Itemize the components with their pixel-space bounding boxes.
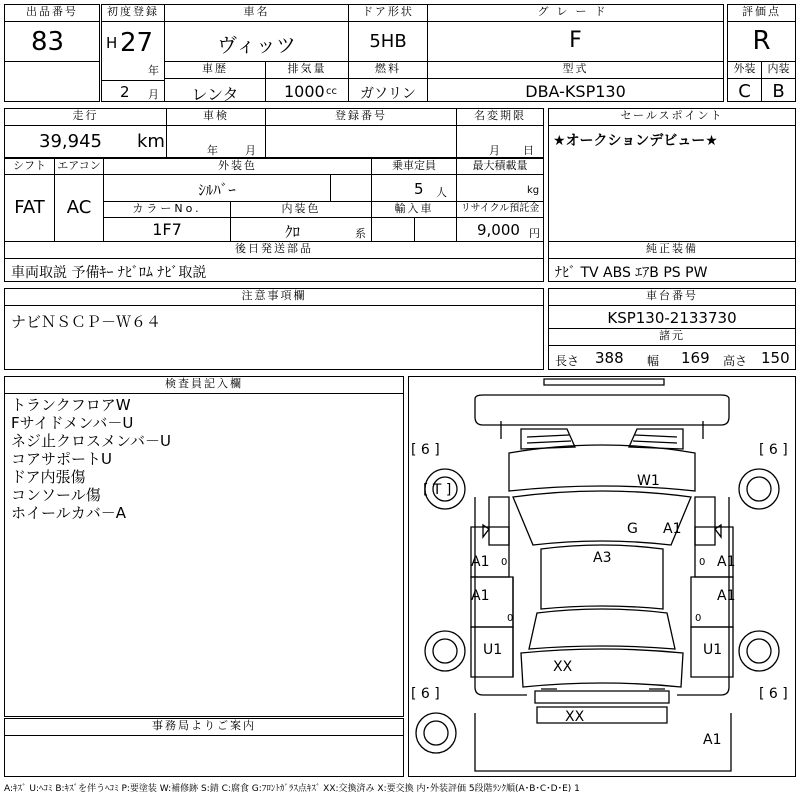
first-reg-year: 27 (120, 28, 154, 58)
mark-front-door-right: A1 (717, 554, 736, 570)
capacity-value: 5 (414, 180, 424, 198)
month-unit: 月 (148, 88, 159, 101)
inspection-cell (166, 125, 266, 158)
recycle-unit: 円 (529, 227, 540, 240)
history-cell (164, 78, 266, 102)
score-header: 評価点 (727, 4, 796, 22)
color-header: 外装色 (103, 158, 372, 175)
mark-windshield: G (627, 521, 638, 537)
zero-mark: 0 (699, 557, 706, 568)
inspector-cell (4, 393, 404, 717)
capacity-header: 乗車定員 (371, 158, 457, 175)
history-value: レンタ (191, 85, 239, 104)
inspection-month-unit: 月 (245, 144, 256, 157)
mark-rear-fender-left: U1 (483, 642, 503, 658)
car-name: ヴィッツ (217, 33, 296, 57)
exterior-header: 外装 (727, 61, 762, 79)
door-header: ドア形状 (348, 4, 428, 22)
office-header: 事務局よりご案内 (4, 718, 404, 736)
door-value: 5HB (369, 31, 407, 52)
mileage-value: 39,945 (39, 131, 102, 152)
specs-header: 諸元 (548, 328, 796, 346)
color-no-cell (103, 217, 231, 242)
displacement-unit: cc (326, 86, 337, 97)
lot-no-blank (4, 61, 100, 102)
import-cell-b (414, 217, 457, 242)
year-unit: 年 (148, 64, 159, 77)
load-header: 最大積載量 (456, 158, 544, 175)
displacement-cell (265, 78, 349, 102)
trunk (521, 649, 683, 687)
model-cell (427, 78, 724, 102)
interior-color-unit: 系 (355, 227, 366, 240)
chassis-header: 車台番号 (548, 288, 796, 306)
left-a-pillar (489, 497, 509, 545)
displacement-value: 1000 (284, 82, 325, 101)
car-diagram (408, 376, 796, 777)
exterior-cell (727, 78, 762, 102)
first-reg-year-cell (101, 21, 165, 81)
sales-point-text: ★オークションデビュー★ (553, 133, 718, 149)
tire-front-right (739, 469, 779, 509)
genuine-header: 純正装備 (548, 241, 796, 259)
color-extra-cell (330, 174, 372, 202)
recycle-value: 9,000 (477, 221, 520, 239)
recycle-header: リサイクル預託金 (456, 201, 544, 218)
zero-mark: 0 (695, 613, 702, 624)
mark-rear-door-right: A1 (717, 588, 736, 604)
later-parts-cell (4, 258, 544, 282)
recycle-cell (456, 217, 544, 242)
front-bumper-top (544, 379, 664, 385)
color-no-header: カラーNo. (103, 201, 231, 218)
height-value: 150 (761, 349, 790, 367)
mark-rear-door-left: A1 (471, 588, 490, 604)
inspector-lines (11, 396, 171, 522)
load-unit: kg (527, 185, 540, 196)
interior-color-header: 内装色 (230, 201, 372, 218)
grade-cell (427, 21, 724, 62)
name-change-month-unit: 月 (489, 144, 500, 157)
tire-rl-label: [ 6 ] (411, 686, 440, 702)
spare-label: [ T ] (423, 482, 452, 498)
score-cell (727, 21, 796, 62)
shift-cell (4, 174, 55, 242)
legend-text: A:ｷｽﾞ U:ﾍｺﾐ B:ｷｽﾞを伴うﾍｺﾐ P:要塗装 W:補修跡 S:錆 C:腐食 G:ﾌﾛﾝﾄｶﾞﾗｽ点ｷｽﾞ XX:交換済み X:要交換 内･外装評価 5段階ﾗﾝｸ順(A･B･C･D･E) 1 (4, 784, 580, 794)
regno-cell (265, 125, 457, 158)
notes-header: 注意事項欄 (4, 288, 544, 306)
model-header: 型式 (427, 61, 724, 79)
grade-header: グレード (427, 4, 724, 22)
capacity-unit: 人 (436, 186, 447, 199)
fuel-value: ガソリン (360, 86, 416, 102)
width-value: 169 (681, 349, 710, 367)
spare-tire (416, 713, 456, 753)
exterior-value: C (738, 81, 751, 102)
chassis-cell (548, 305, 796, 329)
sales-point-header: セールスポイント (548, 108, 796, 126)
import-cell-a (371, 217, 415, 242)
score-value: R (752, 26, 771, 56)
notes-text: ナビＮＳＣＰ－Ｗ６４ (11, 313, 162, 331)
later-parts-header: 後日発送部品 (4, 241, 544, 259)
car-diagram-svg (409, 377, 795, 776)
mark-fender-right: A1 (663, 521, 682, 537)
mark-trunk: XX (553, 659, 573, 675)
model-value: DBA-KSP130 (525, 82, 626, 101)
first-reg-month-cell (101, 80, 165, 102)
mileage-cell (4, 125, 167, 158)
trunk-floor (475, 713, 731, 771)
ac-cell (54, 174, 104, 242)
inspector-line: トランクフロアW (11, 396, 131, 414)
later-parts-text: 車両取説 予備ｷｰ ﾅﾋﾞﾛﾑ ﾅﾋﾞ取説 (11, 265, 207, 281)
right-a-pillar (695, 497, 715, 545)
office-cell (4, 735, 404, 777)
door-cell (348, 21, 428, 62)
mark-front-door-left: A1 (471, 554, 490, 570)
name-change-day-unit: 日 (523, 144, 534, 157)
name-header: 車名 (164, 4, 349, 22)
tire-rear-left (425, 631, 465, 671)
rear-window (529, 609, 675, 649)
tire-rr-label: [ 6 ] (759, 686, 788, 702)
regno-header: 登録番号 (265, 108, 457, 126)
mileage-header: 走行 (4, 108, 167, 126)
chassis-number: KSP130-2133730 (607, 309, 737, 327)
mark-rear-fender-right: U1 (703, 642, 723, 658)
hood (509, 445, 695, 491)
mileage-unit: km (137, 131, 165, 152)
color-no-value: 1F7 (152, 220, 182, 239)
tire-fr-label: [ 6 ] (759, 442, 788, 458)
inspector-line: Fサイドメンバ－U (11, 414, 134, 432)
inspector-line: ホイールカバ－A (11, 504, 126, 522)
mark-hood: W1 (637, 473, 660, 489)
width-label: 幅 (647, 354, 660, 368)
load-cell (456, 174, 544, 202)
lot-no-value: 83 (31, 27, 65, 57)
shift-header: シフト (4, 158, 55, 175)
color-value: ｼﾙﾊﾞｰ (198, 181, 236, 199)
height-label: 高さ (723, 354, 748, 368)
interior-color-value: ｸﾛ (285, 223, 301, 241)
first-reg-month: 2 (120, 83, 130, 101)
first-reg-header: 初度登録 (101, 4, 165, 22)
length-value: 388 (595, 349, 624, 367)
rear-bumper (537, 707, 667, 723)
inspector-line: コアサポートU (11, 450, 112, 468)
history-header: 車歴 (164, 61, 266, 79)
inspector-header: 検査員記入欄 (4, 376, 404, 394)
inspector-line: ネジ止クロスメンバ－U (11, 432, 171, 450)
fuel-header: 燃料 (348, 61, 428, 79)
import-header: 輸入車 (371, 201, 457, 218)
rear-bumper-lights (535, 691, 669, 703)
inspector-line: コンソール傷 (11, 486, 101, 504)
notes-cell (4, 305, 544, 370)
shift-value: FAT (14, 197, 45, 218)
displacement-header: 排気量 (265, 61, 349, 79)
fuel-cell (348, 78, 428, 102)
ac-value: AC (66, 197, 92, 218)
length-label: 長さ (555, 354, 580, 368)
interior-header: 内装 (761, 61, 796, 79)
name-cell (164, 21, 349, 62)
genuine-cell (548, 258, 796, 282)
sales-point-cell (548, 125, 796, 242)
zero-mark: 0 (501, 557, 508, 568)
inspector-line: ドア内張傷 (11, 468, 86, 486)
era-value: H (106, 34, 118, 52)
tire-fl-label: [ 6 ] (411, 442, 440, 458)
specs-cell (548, 345, 796, 370)
interior-cell (761, 78, 796, 102)
mark-rear-bumper: XX (565, 709, 585, 725)
zero-mark: 0 (507, 613, 514, 624)
lot-no-cell (4, 21, 100, 62)
interior-value: B (772, 81, 785, 102)
inspection-header: 車検 (166, 108, 266, 126)
inspection-year-unit: 年 (207, 144, 218, 157)
color-cell (103, 174, 331, 202)
mark-spare-area: A1 (703, 732, 722, 748)
interior-color-cell (230, 217, 372, 242)
name-change-header: 名変期限 (456, 108, 544, 126)
mark-roof: A3 (593, 550, 612, 566)
lot-no-header: 出品番号 (4, 4, 100, 22)
grade-value: F (569, 28, 582, 53)
ac-header: エアコン (54, 158, 104, 175)
capacity-cell (371, 174, 457, 202)
name-change-cell (456, 125, 544, 158)
tire-rear-right (739, 631, 779, 671)
genuine-text: ﾅﾋﾞ TV ABS ｴｱB PS PW (555, 265, 708, 281)
front-bumper (475, 395, 729, 425)
